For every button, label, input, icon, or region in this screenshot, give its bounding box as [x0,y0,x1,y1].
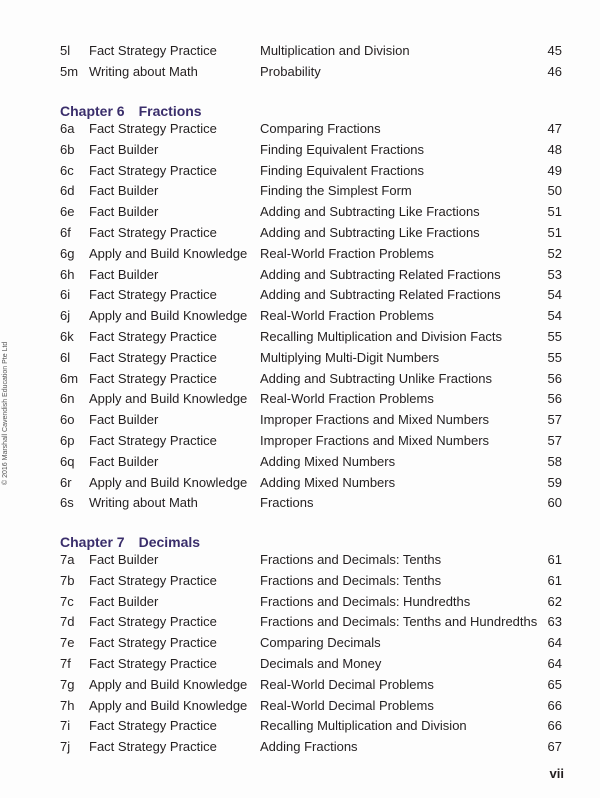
lesson-topic: Recalling Multiplication and Division Facts [260,328,503,344]
page-number: 56 [547,370,562,386]
page-number: 54 [547,287,562,303]
toc-row [0,592,600,613]
lesson-code: 7c [60,593,74,609]
lesson-type: Fact Strategy Practice [89,718,217,734]
lesson-type: Fact Builder [89,552,159,567]
lesson-topic: Adding Fractions [260,739,358,755]
page-number: 65 [547,676,562,692]
page-number: 57 [547,412,562,428]
lesson-type: Writing about Math [89,63,198,79]
toc-row [0,244,600,265]
lesson-code: 6c [60,162,74,178]
lesson-type: Fact Builder [89,141,159,157]
page-number: 62 [547,593,562,609]
toc-row [0,612,600,633]
lesson-topic: Adding and Subtracting Unlike Fractions [260,370,492,386]
lesson-topic: Comparing Decimals [260,635,381,651]
toc-row [0,348,600,369]
page-number: 51 [547,224,562,240]
page-number: 63 [547,614,562,630]
toc-row [0,633,600,654]
lesson-code: 6s [60,495,74,511]
page-number: 57 [547,432,562,448]
toc-row [0,119,600,140]
toc-row [0,410,600,431]
lesson-type: Fact Strategy Practice [89,370,217,386]
lesson-code: 7i [60,718,71,734]
lesson-code: 6j [60,308,71,324]
lesson-type: Apply and Build Knowledge [89,474,248,490]
page-number: 61 [547,572,562,588]
lesson-type: Fact Strategy Practice [89,655,217,671]
page-number: 47 [547,121,562,136]
lesson-code: 6o [60,412,75,428]
toc-row [0,550,600,571]
page-number: 60 [547,495,562,511]
toc-row [0,389,600,410]
toc-row [0,306,600,327]
toc-row [0,265,600,286]
toc-row [0,493,600,514]
lesson-code: 7b [60,572,75,588]
page-number: 45 [547,43,562,58]
page-number: 54 [547,308,562,324]
chapter-name: Decimals [138,534,201,550]
top-rows [0,41,600,83]
page-number: 56 [547,391,562,407]
lesson-type: Fact Builder [89,204,159,220]
lesson-type: Fact Strategy Practice [89,635,217,651]
lesson-code: 6p [60,432,75,448]
lesson-topic: Finding the Simplest Form [260,183,412,199]
toc-row [0,571,600,592]
page-folio: vii [549,766,564,781]
lesson-code: 6b [60,141,75,157]
lesson-type: Fact Strategy Practice [89,572,217,588]
page-number: 55 [547,349,562,365]
lesson-code: 6k [60,328,74,344]
toc-row [0,223,600,244]
toc-row [0,285,600,306]
chapter-7-rows [0,550,600,758]
lesson-type: Fact Strategy Practice [89,739,217,755]
lesson-topic: Adding and Subtracting Related Fractions [260,287,501,303]
toc-row [0,452,600,473]
toc-row [0,696,600,717]
lesson-code: 6n [60,391,75,407]
lesson-topic: Finding Equivalent Fractions [260,162,425,178]
toc-row [0,327,600,348]
toc-row [0,181,600,202]
lesson-topic: Adding and Subtracting Like Fractions [260,224,480,240]
page-number: 49 [547,162,562,178]
lesson-code: 7a [60,552,75,567]
lesson-topic: Recalling Multiplication and Division [260,718,467,734]
lesson-type: Fact Builder [89,183,159,199]
page-number: 64 [547,655,562,671]
lesson-code: 7f [60,655,71,671]
lesson-code: 6i [60,287,71,303]
lesson-type: Fact Builder [89,453,159,469]
lesson-topic: Multiplication and Division [260,43,410,58]
lesson-topic: Improper Fractions and Mixed Numbers [260,432,490,448]
lesson-topic: Real-World Fraction Problems [260,391,434,407]
lesson-topic: Real-World Decimal Problems [260,697,434,713]
page-number: 52 [547,245,562,261]
lesson-type: Fact Strategy Practice [89,224,217,240]
page-number: 58 [547,453,562,469]
copyright-notice: © 2016 Marshall Cavendish Education Pte Ltd [2,341,9,485]
lesson-topic: Fractions [260,495,314,511]
lesson-code: 5m [60,63,79,79]
lesson-topic: Adding Mixed Numbers [260,453,396,469]
lesson-type: Apply and Build Knowledge [89,676,248,692]
lesson-code: 6l [60,349,71,365]
page-number: 46 [547,63,562,79]
lesson-topic: Real-World Fraction Problems [260,308,434,324]
chapter-6-rows [0,119,600,514]
lesson-code: 6a [60,121,75,136]
lesson-type: Fact Strategy Practice [89,614,217,630]
lesson-topic: Adding and Subtracting Like Fractions [260,204,480,220]
lesson-topic: Improper Fractions and Mixed Numbers [260,412,490,428]
lesson-topic: Fractions and Decimals: Tenths and Hundredths [260,614,538,630]
lesson-topic: Real-World Fraction Problems [260,245,434,261]
page-number: 67 [547,739,562,755]
toc-row [0,473,600,494]
lesson-type: Fact Strategy Practice [89,43,217,58]
page-number: 53 [547,266,562,282]
toc-row [0,737,600,758]
page-number: 55 [547,328,562,344]
lesson-type: Fact Builder [89,593,159,609]
lesson-type: Fact Strategy Practice [89,287,217,303]
chapter-label: Chapter 6 [60,103,125,119]
lesson-code: 6e [60,204,75,220]
lesson-code: 7g [60,676,75,692]
lesson-type: Apply and Build Knowledge [89,697,248,713]
lesson-type: Apply and Build Knowledge [89,391,248,407]
page-number: 66 [547,697,562,713]
toc-row [0,161,600,182]
toc-row [0,654,600,675]
chapter-7-heading [60,534,200,550]
chapter-6-heading [60,103,202,119]
lesson-topic: Real-World Decimal Problems [260,676,434,692]
lesson-topic: Finding Equivalent Fractions [260,141,425,157]
lesson-type: Fact Builder [89,266,159,282]
lesson-topic: Decimals and Money [260,655,382,671]
lesson-type: Apply and Build Knowledge [89,245,248,261]
lesson-type: Fact Builder [89,412,159,428]
lesson-topic: Fractions and Decimals: Hundredths [260,593,471,609]
page-number: 51 [547,204,562,220]
toc-row [0,431,600,452]
page-number: 48 [547,141,562,157]
lesson-type: Writing about Math [89,495,198,511]
lesson-topic: Adding Mixed Numbers [260,474,396,490]
lesson-code: 5l [60,43,71,58]
lesson-type: Fact Strategy Practice [89,328,217,344]
lesson-code: 6g [60,245,75,261]
page-number: 59 [547,474,562,490]
page-number: 50 [547,183,562,199]
lesson-code: 6r [60,474,72,490]
lesson-topic: Adding and Subtracting Related Fractions [260,266,501,282]
lesson-code: 6q [60,453,75,469]
lesson-topic: Comparing Fractions [260,121,381,136]
lesson-code: 7h [60,697,75,713]
toc-row [0,369,600,390]
lesson-type: Fact Strategy Practice [89,349,217,365]
toc-row [0,140,600,161]
lesson-topic: Multiplying Multi-Digit Numbers [260,349,440,365]
lesson-topic: Fractions and Decimals: Tenths [260,572,442,588]
toc-row [0,675,600,696]
toc-row [0,716,600,737]
lesson-code: 6h [60,266,75,282]
page-number: 64 [547,635,562,651]
toc-row [0,41,600,62]
lesson-code: 7j [60,739,71,755]
page-number: 61 [547,552,562,567]
toc-row [0,62,600,83]
toc-row [0,202,600,223]
lesson-type: Fact Strategy Practice [89,432,217,448]
lesson-code: 6d [60,183,75,199]
lesson-type: Fact Strategy Practice [89,162,217,178]
lesson-topic: Fractions and Decimals: Tenths [260,552,442,567]
lesson-topic: Probability [260,63,321,79]
lesson-code: 6m [60,370,79,386]
lesson-code: 7e [60,635,75,651]
chapter-name: Fractions [138,103,202,119]
page-number: 66 [547,718,562,734]
lesson-code: 6f [60,224,71,240]
lesson-code: 7d [60,614,75,630]
lesson-type: Apply and Build Knowledge [89,308,248,324]
chapter-label: Chapter 7 [60,534,125,550]
lesson-type: Fact Strategy Practice [89,121,217,136]
